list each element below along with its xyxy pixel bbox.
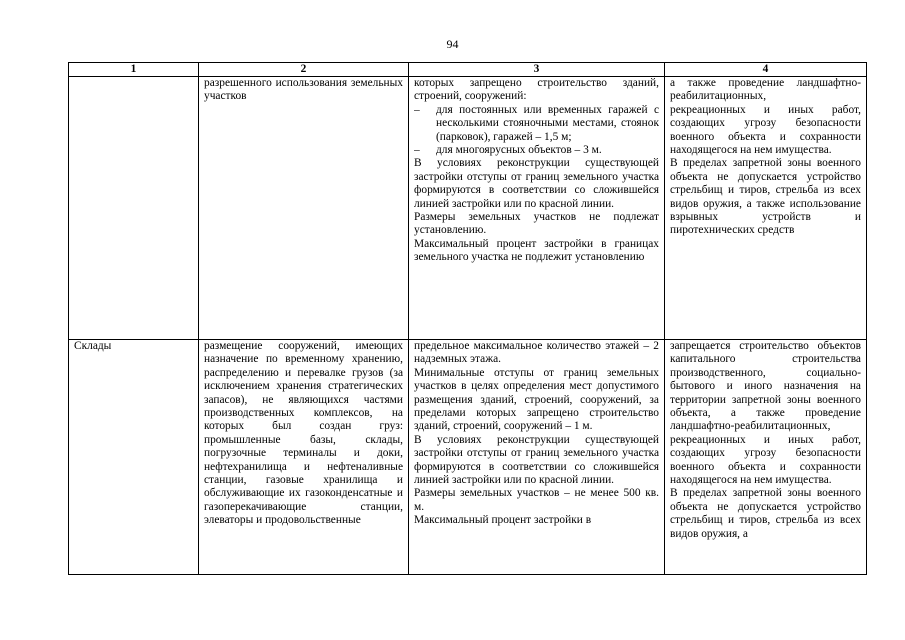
parameters-paragraph: предельное максимальное количество этажей – 2 надземных этажа. [414, 340, 659, 366]
parameters-paragraph: Минимальные отступы от границ земельных участков в целях определения мест допустимого размещения зданий, строений, сооружений, за пределами которых запрещено строительство зданий, строений, сооружений – 1 м. [414, 366, 659, 433]
restrictions-paragraph: а также проведение ландшафтно-реабилитационных, [670, 77, 861, 103]
dash-bullet-icon: – [414, 103, 420, 116]
header-col-3: 3 [409, 63, 665, 77]
parameters-paragraph: Размеры земельных участков не подлежат установлению. [414, 211, 659, 237]
cell-land-use-description: разрешенного использования земельных участков [199, 77, 409, 340]
parameters-paragraph: В условиях реконструкции существующей застройки отступы от границ земельного участка формируются в соответствии со сложившейся линией застройки или по красной линии. [414, 433, 659, 487]
parameters-paragraph: Размеры земельных участков – не менее 500 кв. м. [414, 487, 659, 513]
parameters-paragraph: Максимальный процент застройки в [414, 514, 592, 527]
table-row [69, 340, 867, 575]
zoning-table [68, 62, 867, 575]
restrictions-paragraph: рекреационных и иных работ, создающих угрозу безопасности военного объекта и сохранности находящегося на нем имущества. [670, 103, 861, 157]
header-row [69, 63, 867, 77]
restrictions-paragraph: В пределах запретной зоны военного объекта не допускается устройство стрельбищ и тиров, стрельба из всех видов оружия, а также использование взрывных устройств и пиротехнических средств [670, 157, 861, 237]
cell-parameters [409, 77, 665, 340]
restrictions-paragraph: рекреационных и иных работ, создающих угрозу безопасности военного объекта и сохранности находящегося на нем имущества. [670, 433, 861, 487]
header-col-2: 2 [199, 63, 409, 77]
cell-parameters [409, 340, 665, 575]
parameters-paragraph: Максимальный процент застройки в границах земельного участка не подлежит установлению [414, 237, 659, 264]
cell-land-use-description: размещение сооружений, имеющих назначение по временному хранению, распределению и перевалке грузов (за исключением хранения стратегических запасов), не являющихся частями производственных комплексов, на которых был создан груз: промышленные базы, склады, погрузочные терминалы и доки, нефтехранилища и нефтеналивные станции, газовые хранилища и обслуживающие их газоконденсатные и газоперекачивающие станции, элеваторы и продовольственные [199, 340, 409, 575]
parameters-paragraph: В условиях реконструкции существующей застройки отступы от границ земельного участка формируются в соответствии со сложившейся линией застройки или по красной линии. [414, 157, 659, 210]
cell-restrictions [665, 340, 867, 575]
parameters-lead: которых запрещено строительство зданий, строений, сооружений: [414, 77, 659, 103]
cell-land-use-name: Склады [69, 340, 199, 575]
dash-bullet-icon: – [414, 144, 420, 157]
table-row [69, 77, 867, 340]
page-number: 94 [446, 37, 459, 51]
header-col-1: 1 [69, 63, 199, 77]
cell-restrictions [665, 77, 867, 340]
list-item: – для многоярусных объектов – 3 м. [414, 144, 602, 157]
restrictions-paragraph: запрещается строительство объектов капитального строительства производственного, социально-бытового и иного назначения на территории запретной зоны военного объекта, а также проведение ландшафтно-реабилитационных, [670, 340, 861, 433]
header-col-4: 4 [665, 63, 867, 77]
list-item: – для постоянных или временных гаражей с несколькими стояночными местами, стоянок (парковок), гаражей – 1,5 м; [414, 103, 659, 143]
cell-land-use-name [69, 77, 199, 340]
restrictions-paragraph: В пределах запретной зоны военного объекта не допускается устройство стрельбищ и тиров, стрельба из всех видов оружия, а [670, 487, 861, 540]
